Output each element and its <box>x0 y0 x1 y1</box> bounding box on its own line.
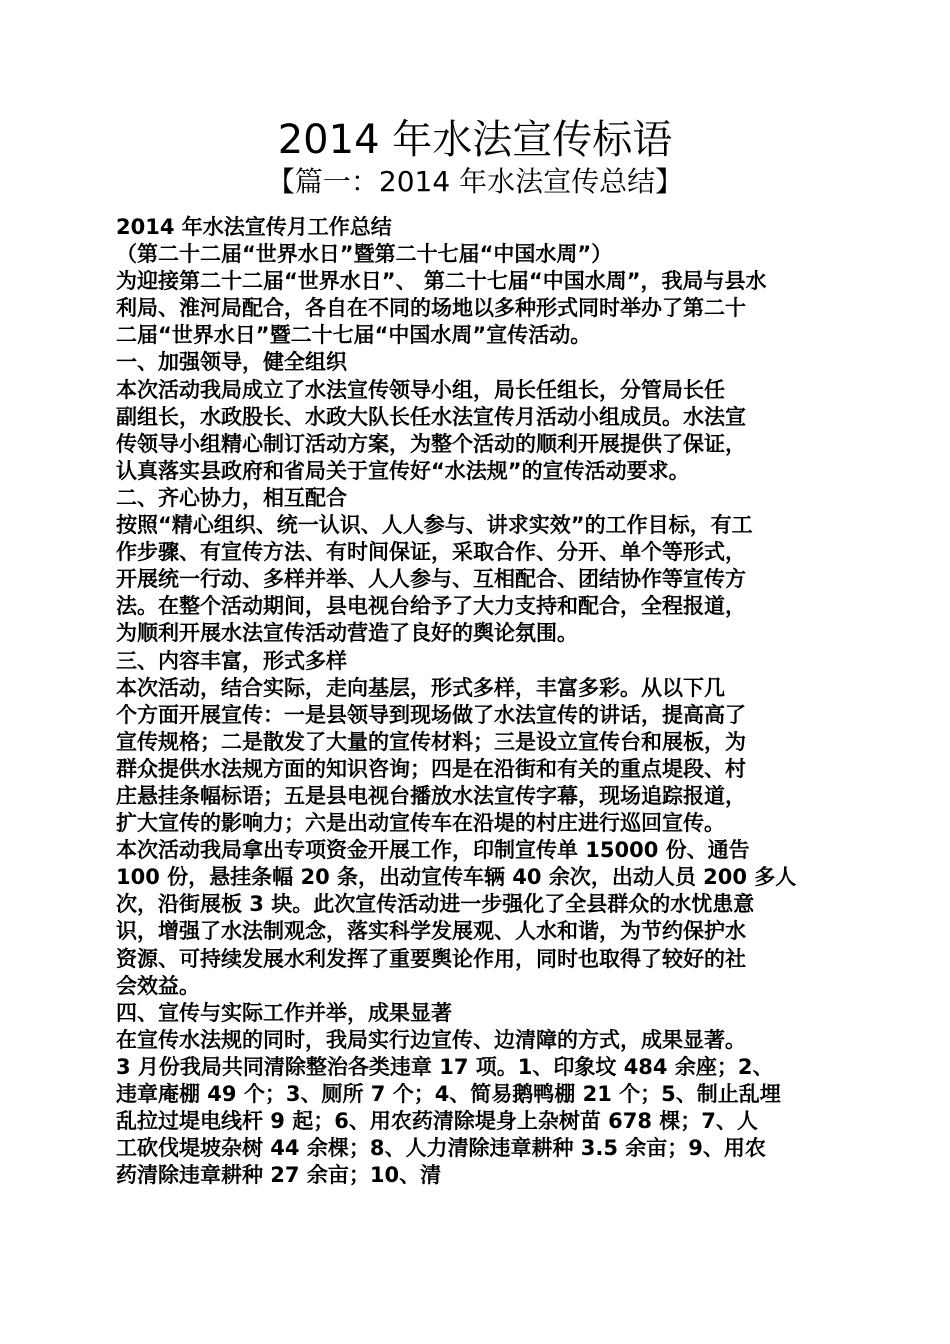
body-line: 会效益。 <box>116 973 200 998</box>
body-line: 法。在整个活动期间，县电视台给予了大力支持和配合，全程报道， <box>116 594 746 619</box>
body-line: 认真落实县政府和省局关于宣传好“水法规”的宣传活动要求。 <box>116 458 690 483</box>
body-line: 作步骤、有宣传方法、有时间保证，采取合作、分开、单个等形式， <box>116 540 746 565</box>
section-heading-2: 二、齐心协力，相互配合 <box>116 485 347 510</box>
body-line: 违章庵棚 49 个；3、厕所 7 个；4、简易鹅鸭棚 21 个；5、制止乱埋 <box>116 1082 781 1106</box>
body-line: 个方面开展宣传：一是县领导到现场做了水法宣传的讲话，提高高了 <box>116 702 746 727</box>
body-line: 庄悬挂条幅标语；五是县电视台播放水法宣传字幕，现场追踪报道， <box>116 783 746 808</box>
report-title: 2014 年水法宣传月工作总结 <box>116 215 392 239</box>
body-line: 传领导小组精心制订活动方案，为整个活动的顺利开展提供了保证， <box>116 431 746 456</box>
document-body <box>116 214 840 1189</box>
body-line: 资源、可持续发展水利发挥了重要舆论作用，同时也取得了较好的社 <box>116 946 746 971</box>
body-line: 副组长，水政股长、水政大队长任水法宣传月活动小组成员。水法宣 <box>116 404 746 429</box>
section-heading-4: 四、宣传与实际工作并举，成果显著 <box>116 1000 452 1025</box>
body-line: 按照“精心组织、统一认识、人人参与、讲求实效”的工作目标，有工 <box>116 513 753 538</box>
body-line: 乱拉过堤电线杆 9 起；6、用农药清除堤身上杂树苗 678 棵；7、人 <box>116 1109 758 1134</box>
body-line: 利局、淮河局配合，各自在不同的场地以多种形式同时举办了第二十 <box>116 296 746 321</box>
body-line: 扩大宣传的影响力；六是出动宣传车在沿堤的村庄进行巡回宣传。 <box>116 811 725 836</box>
body-line: 药清除违章耕种 27 余亩；10、清 <box>116 1163 442 1188</box>
body-line: 本次活动我局成立了水法宣传领导小组，局长任组长，分管局长任 <box>116 377 725 402</box>
body-line: 在宣传水法规的同时，我局实行边宣传、边清障的方式，成果显著。 <box>116 1027 746 1052</box>
body-line: 为顺利开展水法宣传活动营造了良好的舆论氛围。 <box>116 621 578 646</box>
body-line: 次，沿街展板 3 块。此次宣传活动进一步强化了全县群众的水忧患意 <box>116 892 755 917</box>
body-line: 100 份，悬挂条幅 20 条，出动宣传车辆 40 余次，出动人员 200 多人 <box>116 865 797 890</box>
body-line: 本次活动，结合实际，走向基层，形式多样，丰富多彩。从以下几 <box>116 675 725 700</box>
document-subtitle: 【篇一：2014 年水法宣传总结】 <box>266 165 684 198</box>
body-line: 开展统一行动、多样并举、人人参与、互相配合、团结协作等宣传方 <box>116 567 746 592</box>
report-subtitle: （第二十二届“世界水日”暨第二十七届“中国水周”） <box>116 242 613 267</box>
section-heading-3: 三、内容丰富，形式多样 <box>116 648 347 673</box>
body-line: 为迎接第二十二届“世界水日”、 第二十七届“中国水周”，我局与县水 <box>116 269 767 294</box>
body-line: 识，增强了水法制观念，落实科学发展观、人水和谐，为节约保护水 <box>116 919 746 944</box>
section-heading-1: 一、加强领导，健全组织 <box>116 350 347 375</box>
body-line: 二届“世界水日”暨二十七届“中国水周”宣传活动。 <box>116 323 592 348</box>
document-title: 2014 年水法宣传标语 <box>277 117 673 163</box>
body-line: 宣传规格；二是散发了大量的宣传材料；三是设立宣传台和展板，为 <box>116 729 746 754</box>
body-line: 3 月份我局共同清除整治各类违章 17 项。1、印象坟 484 余座；2、 <box>116 1054 774 1079</box>
body-line: 本次活动我局拿出专项资金开展工作，印制宣传单 15000 份、通告 <box>116 838 750 863</box>
body-line: 工砍伐堤坡杂树 44 余棵；8、人力清除违章耕种 3.5 余亩；9、用农 <box>116 1136 766 1161</box>
body-line: 群众提供水法规方面的知识咨询；四是在沿街和有关的重点堤段、村 <box>116 756 746 781</box>
